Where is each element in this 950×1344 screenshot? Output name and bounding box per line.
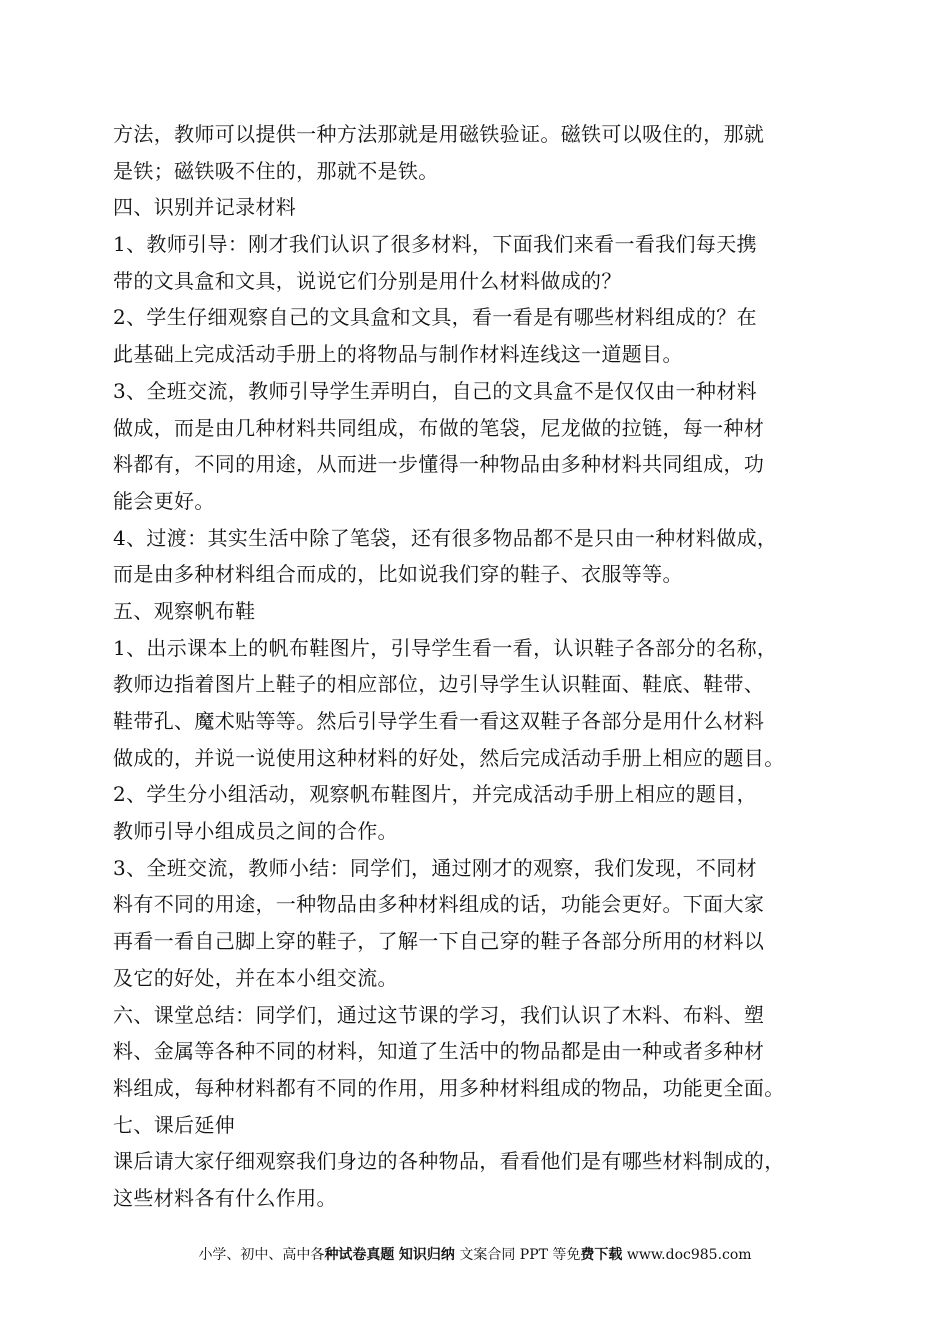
text-line: 此基础上完成活动手册上的将物品与制作材料连线这一道题目。 [113, 342, 683, 367]
text-line: 1、教师引导：刚才我们认识了很多材料，下面我们来看一看我们每天携 [113, 232, 757, 257]
page-footer [0, 1244, 950, 1264]
text-line: 而是由多种材料组合而成的，比如说我们穿的鞋子、衣服等等。 [113, 562, 683, 587]
text-line: 3、全班交流，教师小结：同学们，通过刚才的观察，我们发现，不同材 [113, 855, 757, 880]
text-line: 带的文具盒和文具，说说它们分别是用什么材料做成的？ [113, 268, 622, 293]
text-line: 再看一看自己脚上穿的鞋子，了解一下自己穿的鞋子各部分所用的材料以 [113, 929, 765, 954]
footer-text-4: 知识归纳 [398, 1247, 455, 1263]
text-line: 四、识别并记录材料 [113, 195, 297, 220]
text-line: 料有不同的用途，一种物品由多种材料组成的话，功能会更好。下面大家 [113, 892, 765, 917]
text-line: 是铁；磁铁吸不住的，那就不是铁。 [113, 158, 439, 183]
text-line: 料、金属等各种不同的材料，知道了生活中的物品都是由一种或者多种材 [113, 1039, 765, 1064]
text-line: 料组成，每种材料都有不同的作用，用多种材料组成的物品，功能更全面。 [113, 1075, 785, 1100]
footer-text-5: 文案合同 PPT 等免 [454, 1247, 581, 1263]
text-line: 教师边指着图片上鞋子的相应部位，边引导学生认识鞋面、鞋底、鞋带、 [113, 672, 765, 697]
text-line: 做成，而是由几种材料共同组成，布做的笔袋，尼龙做的拉链，每一种材 [113, 415, 765, 440]
text-line: 3、全班交流，教师引导学生弄明白，自己的文具盒不是仅仅由一种材料 [113, 378, 757, 403]
text-line: 五、观察帆布鞋 [113, 598, 256, 623]
text-line: 课后请大家仔细观察我们身边的各种物品，看看他们是有哪些材料制成的， [113, 1149, 785, 1174]
text-line: 七、课后延伸 [113, 1112, 236, 1137]
text-line: 这些材料各有什么作用。 [113, 1185, 337, 1210]
text-line: 及它的好处，并在本小组交流。 [113, 965, 398, 990]
text-line: 鞋带孔、魔术贴等等。然后引导学生看一看这双鞋子各部分是用什么材料 [113, 709, 765, 733]
text-line: 做成的，并说一说使用这种材料的好处，然后完成活动手册上相应的题目。 [113, 745, 785, 770]
text-line: 六、课堂总结：同学们，通过这节课的学习，我们认识了木料、布料、塑 [113, 1002, 765, 1027]
footer-text-2: 种试卷真题 [324, 1247, 395, 1263]
text-line: 1、出示课本上的帆布鞋图片，引导学生看一看，认识鞋子各部分的名称， [113, 635, 778, 660]
document-body [113, 116, 843, 1217]
text-line: 料都有，不同的用途，从而进一步懂得一种物品由多种材料共同组成，功 [113, 452, 765, 477]
footer-text-1: 小学、初中、高中各 [198, 1247, 325, 1263]
text-line: 4、过渡：其实生活中除了笔袋，还有很多物品都不是只由一种材料做成， [113, 525, 778, 550]
text-line: 方法，教师可以提供一种方法那就是用磁铁验证。磁铁可以吸住的，那就 [113, 122, 765, 146]
text-line: 2、学生仔细观察自己的文具盒和文具，看一看是有哪些材料组成的？在 [113, 305, 757, 330]
footer-url: www.doc985.com [622, 1247, 752, 1263]
text-line: 教师引导小组成员之间的合作。 [113, 819, 398, 844]
footer-text-6: 费下载 [580, 1247, 623, 1263]
text-line: 能会更好。 [113, 488, 215, 513]
text-line: 2、学生分小组活动，观察帆布鞋图片，并完成活动手册上相应的题目， [113, 782, 757, 807]
